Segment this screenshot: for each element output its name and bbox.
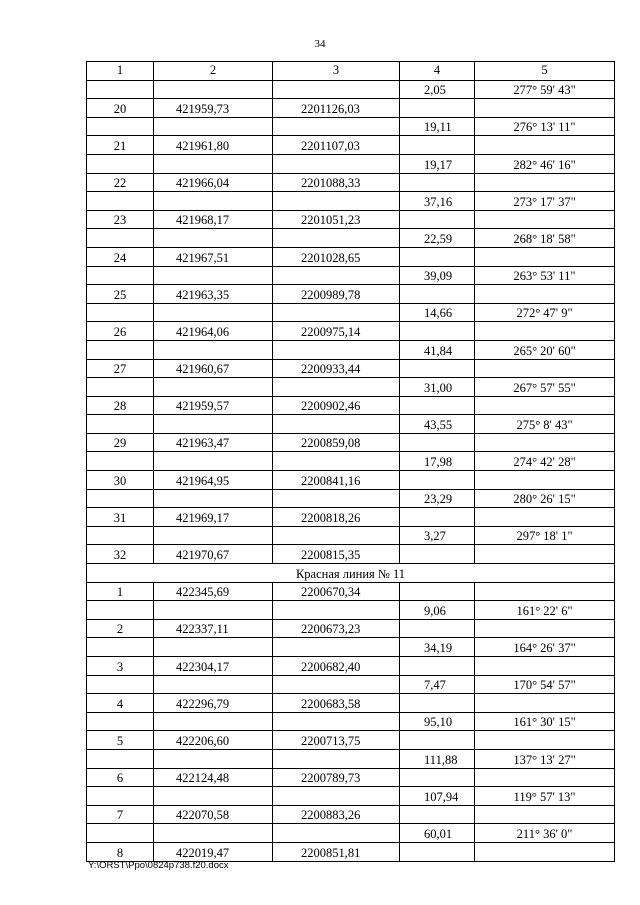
distance-cell: 17,98 [400,452,475,471]
y-coordinate-cell: 2201051,23 [273,210,400,229]
direction-angle-cell: 263° 53' 11" [475,266,615,285]
direction-angle-cell [475,396,615,415]
x-coordinate-cell [154,824,273,843]
direction-angle-cell [475,210,615,229]
x-coordinate-cell: 422296,79 [154,694,273,713]
y-coordinate-cell: 2200713,75 [273,731,400,750]
direction-angle-cell: 275° 8' 43" [475,415,615,434]
table-row [87,285,615,304]
point-number-cell [87,638,154,657]
direction-angle-cell [475,731,615,750]
point-number-cell: 32 [87,545,154,564]
point-number-cell: 26 [87,322,154,341]
y-coordinate-cell: 2201107,03 [273,136,400,155]
distance-cell: 19,11 [400,117,475,136]
distance-cell: 111,88 [400,749,475,768]
distance-cell: 43,55 [400,415,475,434]
table-row [87,749,615,768]
direction-angle-cell: 282° 46' 16" [475,154,615,173]
direction-angle-cell: 137° 13' 27" [475,749,615,768]
distance-cell [400,359,475,378]
y-coordinate-cell: 2200673,23 [273,619,400,638]
distance-cell: 95,10 [400,712,475,731]
table-row [87,638,615,657]
table-row [87,192,615,211]
point-number-cell: 31 [87,508,154,527]
point-number-cell: 8 [87,842,154,861]
y-coordinate-cell [273,415,400,434]
x-coordinate-cell [154,675,273,694]
point-number-cell: 3 [87,657,154,676]
point-number-cell [87,415,154,434]
point-number-cell [87,378,154,397]
x-coordinate-cell: 422345,69 [154,582,273,601]
table-row [87,136,615,155]
table-row [87,787,615,806]
y-coordinate-cell: 2200851,81 [273,842,400,861]
distance-cell [400,657,475,676]
direction-angle-cell [475,99,615,118]
point-number-cell: 25 [87,285,154,304]
table-row [87,601,615,620]
table-row [87,303,615,322]
x-coordinate-cell: 421960,67 [154,359,273,378]
y-coordinate-cell [273,340,400,359]
point-number-cell [87,154,154,173]
table-row [87,619,615,638]
table-row [87,712,615,731]
table-row [87,545,615,564]
x-coordinate-cell: 422070,58 [154,805,273,824]
y-coordinate-cell: 2200883,26 [273,805,400,824]
direction-angle-cell [475,768,615,787]
y-coordinate-cell: 2200975,14 [273,322,400,341]
distance-cell: 37,16 [400,192,475,211]
y-coordinate-cell [273,117,400,136]
column-header: 1 [87,62,154,81]
direction-angle-cell: 277° 59' 43" [475,80,615,99]
table-row [87,452,615,471]
x-coordinate-cell [154,340,273,359]
x-coordinate-cell: 421964,95 [154,471,273,490]
x-coordinate-cell [154,712,273,731]
direction-angle-cell [475,508,615,527]
direction-angle-cell: 274° 42' 28" [475,452,615,471]
x-coordinate-cell [154,303,273,322]
file-path-footer: Y:\ORST\Ppo\0824p738.f20.docx [88,860,229,871]
direction-angle-cell: 170° 54' 57" [475,675,615,694]
x-coordinate-cell: 421959,57 [154,396,273,415]
distance-cell [400,433,475,452]
table-row [87,433,615,452]
direction-angle-cell [475,173,615,192]
distance-cell [400,805,475,824]
point-number-cell [87,452,154,471]
point-number-cell: 29 [87,433,154,452]
distance-cell [400,136,475,155]
table-row [87,396,615,415]
y-coordinate-cell [273,489,400,508]
point-number-cell [87,192,154,211]
point-number-cell [87,749,154,768]
distance-cell [400,694,475,713]
x-coordinate-cell: 421961,80 [154,136,273,155]
column-header: 4 [400,62,475,81]
table-row [87,805,615,824]
direction-angle-cell [475,657,615,676]
y-coordinate-cell [273,675,400,694]
distance-cell [400,210,475,229]
distance-cell [400,545,475,564]
point-number-cell [87,229,154,248]
distance-cell [400,285,475,304]
direction-angle-cell [475,433,615,452]
point-number-cell: 27 [87,359,154,378]
direction-angle-cell [475,247,615,266]
point-number-cell [87,340,154,359]
y-coordinate-cell: 2200902,46 [273,396,400,415]
direction-angle-cell: 267° 57' 55" [475,378,615,397]
x-coordinate-cell [154,415,273,434]
x-coordinate-cell: 422124,48 [154,768,273,787]
section-row [87,564,615,583]
y-coordinate-cell: 2200789,73 [273,768,400,787]
direction-angle-cell: 272° 47' 9" [475,303,615,322]
table-row [87,99,615,118]
x-coordinate-cell [154,452,273,471]
direction-angle-cell [475,545,615,564]
direction-angle-cell [475,619,615,638]
section-title: Красная линия № 11 [87,564,615,583]
x-coordinate-cell: 421968,17 [154,210,273,229]
y-coordinate-cell [273,266,400,285]
table-row [87,675,615,694]
y-coordinate-cell [273,229,400,248]
distance-cell: 41,84 [400,340,475,359]
point-number-cell [87,80,154,99]
x-coordinate-cell [154,229,273,248]
table-row [87,359,615,378]
point-number-cell [87,303,154,322]
table-row [87,657,615,676]
x-coordinate-cell [154,526,273,545]
x-coordinate-cell [154,601,273,620]
distance-cell: 107,94 [400,787,475,806]
y-coordinate-cell: 2200818,26 [273,508,400,527]
direction-angle-cell [475,136,615,155]
distance-cell [400,508,475,527]
y-coordinate-cell [273,80,400,99]
direction-angle-cell: 276° 13' 11" [475,117,615,136]
point-number-cell [87,489,154,508]
direction-angle-cell: 161° 30' 15" [475,712,615,731]
distance-cell [400,99,475,118]
x-coordinate-cell [154,80,273,99]
distance-cell: 14,66 [400,303,475,322]
column-header: 5 [475,62,615,81]
y-coordinate-cell: 2200933,44 [273,359,400,378]
distance-cell: 22,59 [400,229,475,248]
x-coordinate-cell: 422304,17 [154,657,273,676]
table-row [87,117,615,136]
distance-cell [400,731,475,750]
table-row [87,340,615,359]
table-row [87,173,615,192]
x-coordinate-cell: 421969,17 [154,508,273,527]
y-coordinate-cell: 2200989,78 [273,285,400,304]
point-number-cell [87,787,154,806]
y-coordinate-cell [273,154,400,173]
y-coordinate-cell [273,526,400,545]
y-coordinate-cell [273,824,400,843]
table-row [87,842,615,861]
y-coordinate-cell: 2200670,34 [273,582,400,601]
direction-angle-cell: 268° 18' 58" [475,229,615,248]
x-coordinate-cell [154,266,273,285]
distance-cell: 34,19 [400,638,475,657]
x-coordinate-cell: 422019,47 [154,842,273,861]
y-coordinate-cell [273,749,400,768]
coordinates-table [86,61,615,862]
page-number: 34 [314,38,326,50]
y-coordinate-cell [273,192,400,211]
x-coordinate-cell: 422206,60 [154,731,273,750]
table-row [87,508,615,527]
direction-angle-cell: 297° 18' 1" [475,526,615,545]
direction-angle-cell: 164° 26' 37" [475,638,615,657]
direction-angle-cell [475,694,615,713]
x-coordinate-cell [154,638,273,657]
distance-cell: 7,47 [400,675,475,694]
table-row [87,266,615,285]
point-number-cell [87,675,154,694]
table-row [87,582,615,601]
y-coordinate-cell [273,638,400,657]
y-coordinate-cell [273,712,400,731]
point-number-cell [87,824,154,843]
direction-angle-cell [475,805,615,824]
x-coordinate-cell: 421963,47 [154,433,273,452]
x-coordinate-cell: 421970,67 [154,545,273,564]
point-number-cell: 21 [87,136,154,155]
point-number-cell [87,266,154,285]
y-coordinate-cell [273,787,400,806]
point-number-cell: 20 [87,99,154,118]
point-number-cell: 4 [87,694,154,713]
distance-cell [400,471,475,490]
direction-angle-cell: 265° 20' 60" [475,340,615,359]
table-row [87,731,615,750]
distance-cell [400,247,475,266]
y-coordinate-cell: 2201028,65 [273,247,400,266]
distance-cell: 60,01 [400,824,475,843]
distance-cell [400,768,475,787]
column-header: 3 [273,62,400,81]
table-row [87,154,615,173]
table-row [87,694,615,713]
table-row [87,210,615,229]
distance-cell [400,173,475,192]
x-coordinate-cell [154,489,273,508]
table-row [87,471,615,490]
point-number-cell: 24 [87,247,154,266]
y-coordinate-cell: 2200683,58 [273,694,400,713]
direction-angle-cell [475,359,615,378]
distance-cell: 31,00 [400,378,475,397]
distance-cell [400,396,475,415]
y-coordinate-cell [273,303,400,322]
point-number-cell: 6 [87,768,154,787]
y-coordinate-cell: 2201126,03 [273,99,400,118]
table-row [87,526,615,545]
distance-cell: 3,27 [400,526,475,545]
table-row [87,229,615,248]
table-row [87,415,615,434]
x-coordinate-cell [154,154,273,173]
x-coordinate-cell [154,378,273,397]
direction-angle-cell [475,582,615,601]
point-number-cell: 2 [87,619,154,638]
y-coordinate-cell [273,452,400,471]
x-coordinate-cell: 421959,73 [154,99,273,118]
table-row [87,247,615,266]
x-coordinate-cell: 421967,51 [154,247,273,266]
y-coordinate-cell: 2201088,33 [273,173,400,192]
distance-cell: 23,29 [400,489,475,508]
table-row [87,322,615,341]
direction-angle-cell: 211° 36' 0" [475,824,615,843]
distance-cell: 9,06 [400,601,475,620]
x-coordinate-cell [154,787,273,806]
distance-cell: 19,17 [400,154,475,173]
table-row [87,768,615,787]
point-number-cell [87,712,154,731]
x-coordinate-cell: 421963,35 [154,285,273,304]
column-header: 2 [154,62,273,81]
distance-cell: 2,05 [400,80,475,99]
table-row [87,489,615,508]
direction-angle-cell [475,471,615,490]
point-number-cell: 1 [87,582,154,601]
y-coordinate-cell: 2200841,16 [273,471,400,490]
point-number-cell: 30 [87,471,154,490]
point-number-cell: 7 [87,805,154,824]
point-number-cell: 28 [87,396,154,415]
table-row [87,824,615,843]
direction-angle-cell [475,285,615,304]
table-row [87,80,615,99]
direction-angle-cell [475,842,615,861]
table-header-row [87,62,615,81]
y-coordinate-cell: 2200682,40 [273,657,400,676]
x-coordinate-cell: 421966,04 [154,173,273,192]
direction-angle-cell: 119° 57' 13" [475,787,615,806]
distance-cell [400,582,475,601]
point-number-cell [87,601,154,620]
x-coordinate-cell [154,117,273,136]
point-number-cell: 22 [87,173,154,192]
x-coordinate-cell: 422337,11 [154,619,273,638]
distance-cell: 39,09 [400,266,475,285]
point-number-cell [87,526,154,545]
point-number-cell: 5 [87,731,154,750]
y-coordinate-cell [273,601,400,620]
y-coordinate-cell: 2200815,35 [273,545,400,564]
x-coordinate-cell [154,192,273,211]
point-number-cell: 23 [87,210,154,229]
direction-angle-cell: 161° 22' 6" [475,601,615,620]
table-row [87,378,615,397]
x-coordinate-cell: 421964,06 [154,322,273,341]
y-coordinate-cell [273,378,400,397]
direction-angle-cell: 280° 26' 15" [475,489,615,508]
direction-angle-cell: 273° 17' 37" [475,192,615,211]
distance-cell [400,322,475,341]
direction-angle-cell [475,322,615,341]
x-coordinate-cell [154,749,273,768]
distance-cell [400,619,475,638]
y-coordinate-cell: 2200859,08 [273,433,400,452]
distance-cell [400,842,475,861]
point-number-cell [87,117,154,136]
